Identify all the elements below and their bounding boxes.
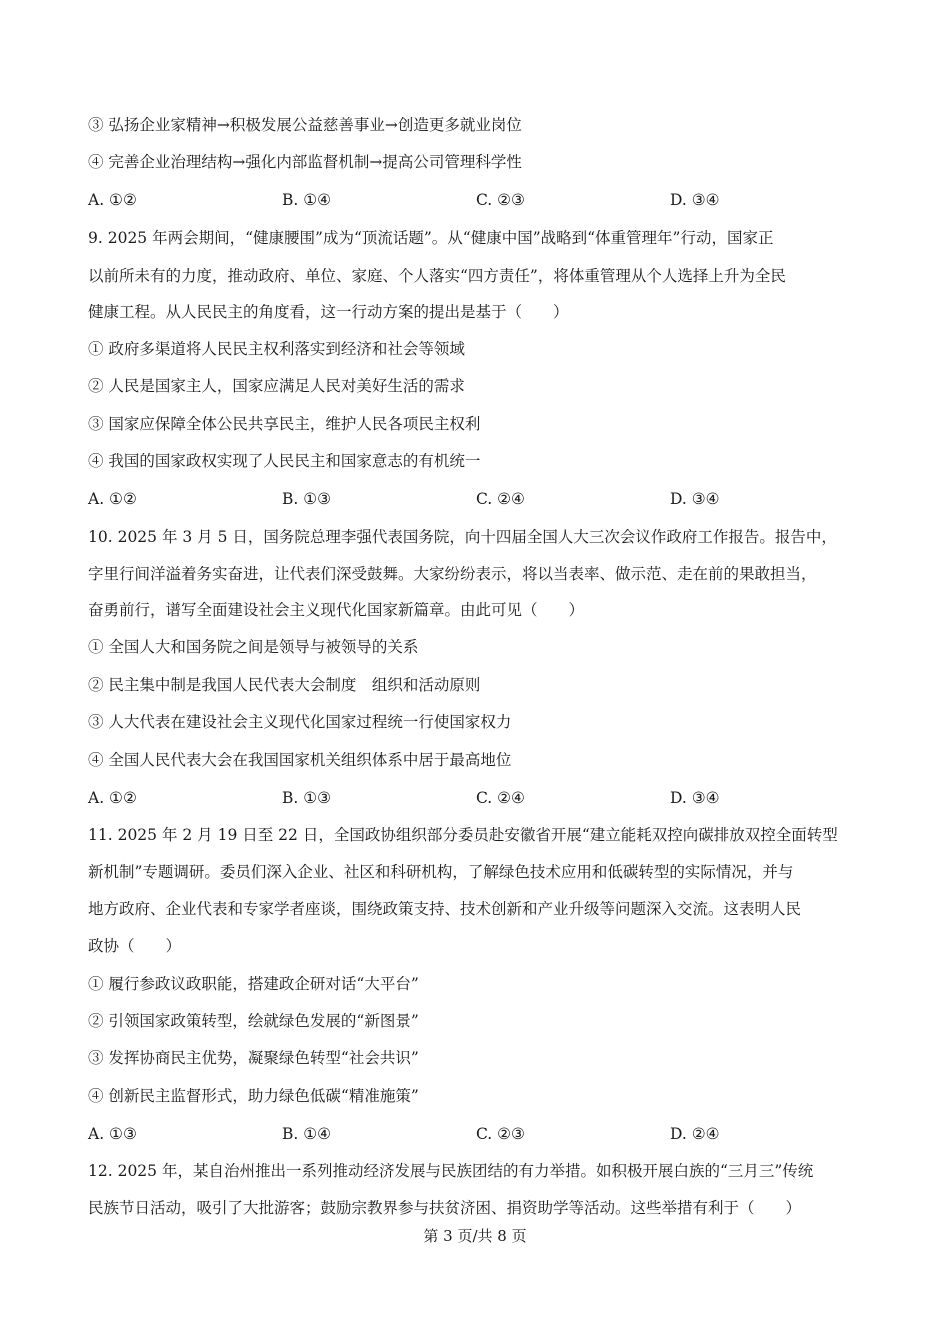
q10-statement-1: ① 全国人大和国务院之间是领导与被领导的关系: [88, 638, 419, 656]
q9-stem-line-1: 9. 2025 年两会期间，“健康腰围”成为“顶流话题”。从“健康中国”战略到“体重管理年”行动，国家正: [88, 229, 774, 247]
q9-stem-line-2: 以前所未有的力度，推动政府、单位、家庭、个人落实“四方责任”，将体重管理从个人选择上升为全民: [88, 267, 786, 285]
q10-statement-2: ② 民主集中制是我国人民代表大会制度 组织和活动原则: [88, 676, 481, 694]
q8-options: [88, 190, 888, 210]
q10-option-c: C. ②④: [476, 789, 525, 807]
q12-stem-line-1: 12. 2025 年，某自治州推出一系列推动经济发展与民族团结的有力举措。如积极开展白族的“三月三”传统: [88, 1162, 814, 1180]
q9-options: [88, 489, 888, 509]
q11-option-d: D. ②④: [670, 1125, 720, 1143]
q11-options: [88, 1124, 888, 1144]
q11-statement-2: ② 引领国家政策转型，绘就绿色发展的“新图景”: [88, 1012, 419, 1030]
q9-option-b: B. ①③: [282, 490, 332, 508]
q10-stem-line-3: 奋勇前行，谱写全面建设社会主义现代化国家新篇章。由此可见（ ）: [88, 601, 585, 619]
q10-statement-3: ③ 人大代表在建设社会主义现代化国家过程统一行使国家权力: [88, 713, 512, 731]
q10-option-a: A. ①②: [88, 789, 137, 807]
q9-statement-2: ② 人民是国家主人，国家应满足人民对美好生活的需求: [88, 377, 465, 395]
q10-stem-line-2: 字里行间洋溢着务实奋进，让代表们深受鼓舞。大家纷纷表示，将以当表率、做示范、走在前的果敢担当，: [88, 565, 817, 583]
q11-stem-line-4: 政协（ ）: [88, 937, 182, 955]
q9-option-a: A. ①②: [88, 490, 137, 508]
q9-statement-3: ③ 国家应保障全体公民共享民主，维护人民各项民主权利: [88, 415, 481, 433]
q9-option-c: C. ②④: [476, 490, 525, 508]
q10-statement-4: ④ 全国人民代表大会在我国国家机关组织体系中居于最高地位: [88, 751, 512, 769]
q10-options: [88, 788, 888, 808]
q8-statement-4: ④ 完善企业治理结构→强化内部监督机制→提高公司管理科学性: [88, 153, 522, 171]
q11-option-b: B. ①④: [282, 1125, 332, 1143]
q10-option-d: D. ③④: [670, 789, 720, 807]
q11-statement-4: ④ 创新民主监督形式，助力绿色低碳“精准施策”: [88, 1087, 419, 1105]
q11-stem-line-1: 11. 2025 年 2 月 19 日至 22 日，全国政协组织部分委员赴安徽省开展“建立能耗双控向碳排放双控全面转型: [88, 826, 838, 844]
q12-stem-line-2: 民族节日活动，吸引了大批游客；鼓励宗教界参与扶贫济困、捐资助学等活动。这些举措有利于（ ）: [88, 1199, 802, 1217]
q8-option-d: D. ③④: [670, 191, 720, 209]
q9-stem-line-3: 健康工程。从人民民主的角度看，这一行动方案的提出是基于（ ）: [88, 303, 569, 321]
page-footer: 第 3 页/共 8 页: [423, 1227, 527, 1245]
q8-statement-3: ③ 弘扬企业家精神→积极发展公益慈善事业→创造更多就业岗位: [88, 116, 522, 134]
q11-option-c: C. ②③: [476, 1125, 525, 1143]
q8-option-b: B. ①④: [282, 191, 332, 209]
q9-option-d: D. ③④: [670, 490, 720, 508]
q11-option-a: A. ①③: [88, 1125, 137, 1143]
q11-statement-1: ① 履行参政议政职能，搭建政企研对话“大平台”: [88, 975, 419, 993]
q10-stem-line-1: 10. 2025 年 3 月 5 日，国务院总理李强代表国务院，向十四届全国人大三次会议作政府工作报告。报告中，: [88, 528, 837, 546]
q9-statement-4: ④ 我国的国家政权实现了人民民主和国家意志的有机统一: [88, 452, 481, 470]
q11-statement-3: ③ 发挥协商民主优势，凝聚绿色转型“社会共识”: [88, 1049, 419, 1067]
q8-option-a: A. ①②: [88, 191, 137, 209]
q9-statement-1: ① 政府多渠道将人民民主权利落实到经济和社会等领域: [88, 340, 465, 358]
q11-stem-line-3: 地方政府、企业代表和专家学者座谈，围绕政策支持、技术创新和产业升级等问题深入交流。这表明人民: [88, 900, 802, 918]
q10-option-b: B. ①③: [282, 789, 332, 807]
q11-stem-line-2: 新机制”专题调研。委员们深入企业、社区和科研机构，了解绿色技术应用和低碳转型的实际情况，并与: [88, 863, 794, 881]
q8-option-c: C. ②③: [476, 191, 525, 209]
